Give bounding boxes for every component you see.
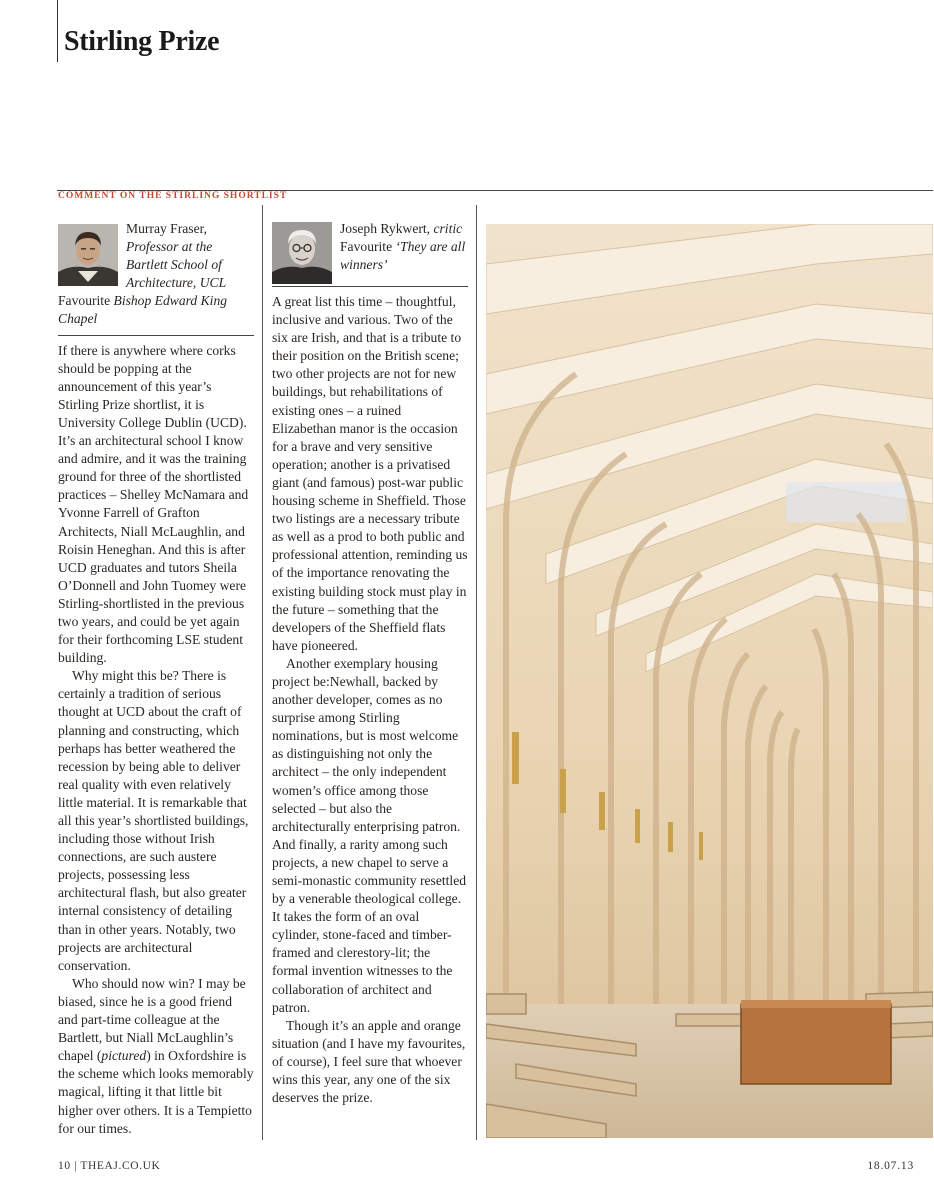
page-number: 10 (58, 1160, 71, 1172)
byline-rule (272, 286, 468, 287)
body-paragraph: If there is anywhere where corks should be popping at the announcement of this year’s Stirling Prize shortlist, it is University College Dublin (UCD). It’s an architectural school I know and admire, and it was the training ground for three of the shortlisted practices – Shelley McNamara and Yvonne Farrell of Grafton Architects, Niall McLaughlin, and Roisin Heneghan. And this is after UCD graduates and tutors Sheila O’Donnell and John Tuomey were Stirling-shortlisted in the previous two years, and could be yet again for their forthcoming LSE student building. (58, 342, 249, 666)
issue-date: 18.07.13 (867, 1160, 914, 1172)
favourite-label: Favourite (340, 239, 393, 255)
section-title: Stirling Prize (64, 26, 220, 57)
author-name: Murray Fraser, (126, 221, 207, 236)
footer-page-info (58, 1160, 160, 1172)
section-kicker: COMMENT ON THE STIRLING SHORTLIST (58, 191, 288, 201)
body-paragraph: Another exemplary housing project be:Newhall, backed by another developer, comes as no surprise among Stirling nominations, but is most welcome as distinguishing not only the architect – the only independent women’s office among those selected – but also the architecturally enterprising patron. And finally, a rarity among such projects, a new chapel to serve a semi-monastic community resettled by a venerable theological college. It takes the form of an oval cylinder, stone-faced and timber-framed and clerestory-lit; the formal invention witnesses to the collaboration of architect and patron. (272, 655, 467, 1015)
column-divider-right (476, 205, 477, 1140)
byline-joseph-rykwert (272, 220, 468, 287)
site-name: THEAJ.CO.UK (80, 1160, 161, 1172)
header-rule (57, 0, 58, 62)
author-portrait-murray-fraser (58, 224, 118, 286)
body-paragraph-last: Who should now win? I may be biased, since he is a good friend and part-time colleague at the Bartlett, but Niall McLaughlin’s chapel (pictured) in Oxfordshire is the scheme which looks memorably magical, lifting it that little bit higher over others. It is a Tempietto for our times. (58, 975, 254, 1136)
byline-rule (58, 335, 254, 336)
pictured-note: pictured (101, 1048, 147, 1064)
body-paragraph: Why might this be? There is certainly a tradition of serious thought at UCD about the craft of planning and constructing, which perhaps has better weathered the recession by being able to deliver real quality with even relatively little material. It is remarkable that all this year’s shortlisted buildings, including those without Irish connections, are such austere projects, possessing less architectural flash, but also greater internal consistency of detailing than in other years. Notably, two projects are architectural conservation. (58, 668, 249, 973)
author-role: critic (433, 221, 463, 236)
author-portrait-joseph-rykwert (272, 222, 332, 284)
author-name: Joseph Rykwert, (340, 221, 431, 236)
footer-separator: | (74, 1160, 78, 1172)
body-paragraph: A great list this time – thoughtful, inclusive and various. Two of the six are Irish, and that is a tribute to their position on the British scene; two other projects are not for new buildings, but rehabilitations of existing ones – a ruined Elizabethan manor is the occasion for a brave and very sensitive operation; another is a privatised giant (and famous) post-war public housing scheme in Sheffield. Those two listings are a necessary tribute as well as a prod to both public and professional attention, reminding us of the importance renovating the existing building stock must play in the future – something that the developers of the Sheffield flats have pioneered. (272, 294, 468, 653)
author-role: Professor at the Bartlett School of Architecture, UCL (126, 239, 227, 291)
byline-murray-fraser (58, 220, 254, 336)
column-joseph-rykwert (272, 220, 468, 1107)
chapel-interior-photo (486, 224, 933, 1138)
body-paragraph: Though it’s an apple and orange situation (and I have my favourites, of course), I feel sure that whoever wins this year, any one of the six deserves the prize. (272, 1017, 466, 1106)
favourite-title: ‘They are all winners’ (340, 239, 466, 273)
favourite-label: Favourite (58, 293, 111, 309)
column-murray-fraser (58, 220, 254, 1138)
favourite-title: Bishop Edward King Chapel (58, 293, 228, 327)
column-divider-left (262, 205, 263, 1140)
